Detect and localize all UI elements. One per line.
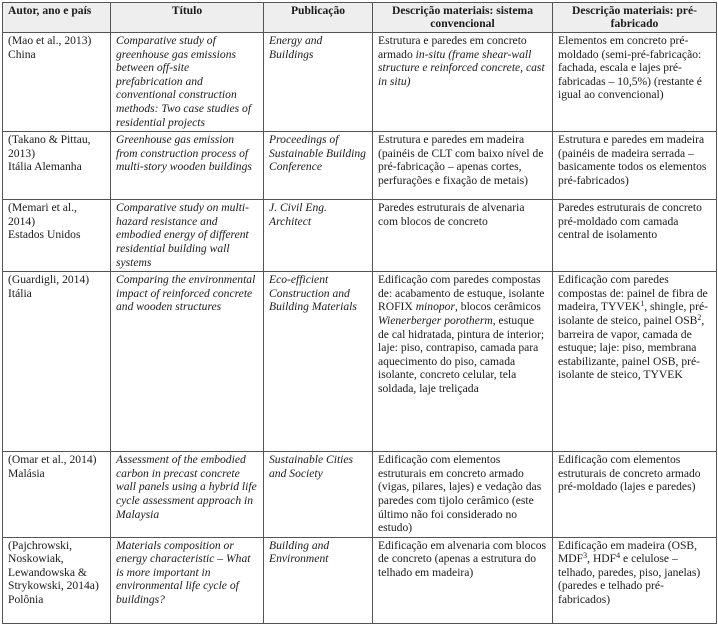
conventional-text: Edificação com paredes compostas de: acabamento de estuque, isolante ROFIX — [378, 273, 545, 314]
prefab-cell: Elementos em concreto pré-moldado (semi-pré-fabricação: fachada, escala e lajes pré-fabricadas – 10,5%) (restante é igual ao convencional) — [553, 33, 717, 132]
conventional-cell: Estrutura e paredes em madeira (painéis de CLT com baixo nível de pré-fabricação – apenas cortes, perfurações e fixação de metais) — [373, 132, 553, 200]
author-cell — [3, 272, 111, 452]
conventional-cell — [373, 272, 553, 452]
footnote-marker: 1 — [640, 299, 645, 309]
prefab-cell: Estrutura e paredes em madeira (painéis de madeira serrada –basicamente todos os elementos pré-fabricados) — [553, 132, 717, 200]
header-title: Título — [111, 3, 264, 33]
author-text: (Omar et al., 2014) — [8, 453, 97, 467]
title-cell: Comparing the environmental impact of reinforced concrete and wooden structures — [111, 272, 264, 452]
prefab-text: e celulose – telhado, paredes, piso, janelas) (paredes e telhado pré-fabricados) — [558, 552, 701, 607]
publication-cell: Eco-efficient Construction and Building Materials — [264, 272, 373, 452]
country-text: China — [8, 47, 36, 61]
header-author: Autor, ano e país — [3, 3, 111, 33]
author-cell — [3, 132, 111, 200]
country-text: Malásia — [8, 466, 45, 480]
table-row — [3, 272, 717, 452]
country-text: Itália Alemanha — [8, 160, 82, 174]
prefab-text: , shingle, pré-isolante de steico, painel OSB — [558, 300, 708, 327]
footnote-marker: 3 — [583, 551, 588, 561]
conventional-text: , blocos cerâmicos — [454, 300, 541, 314]
table-row — [3, 33, 717, 132]
conventional-text-italic: in-situ (frame shear-wall structure e reinforced concrete, cast in situ) — [378, 47, 545, 88]
header-publication: Publicação — [264, 3, 373, 33]
author-text: (Takano & Pittau, 2013) — [8, 133, 91, 160]
conventional-cell: Edificação em alvenaria com blocos de concreto (apenas a estrutura do telhado em madeira) — [373, 537, 553, 623]
header-row — [3, 3, 717, 33]
publication-cell: Proceedings of Sustainable Building Conference — [264, 132, 373, 200]
prefab-text: Edificação em madeira (OSB, MDF — [558, 538, 698, 566]
conventional-text-italic: Wienerberger porotherm — [378, 313, 493, 327]
author-cell — [3, 200, 111, 272]
conventional-text-italic: minopor — [415, 300, 455, 314]
country-text: Estados Unidos — [8, 228, 81, 242]
prefab-cell — [553, 537, 717, 623]
header-conventional: Descrição materiais: sistema convencional — [373, 3, 553, 33]
table-row — [3, 132, 717, 200]
publication-cell: Building and Environment — [264, 537, 373, 623]
author-text: (Guardigli, 2014) — [8, 273, 90, 287]
prefab-text: , HDF — [587, 552, 617, 566]
author-cell — [3, 33, 111, 132]
prefab-text: , barreira de vapor, camada de estuque; laje: piso, membrana estabilizante, painel OSB, pré-isolante de steico, TYVEK — [558, 313, 705, 382]
conventional-cell — [373, 33, 553, 132]
prefab-cell: Edificação com elementos estruturais de concreto armado pré-moldado (lajes e paredes) — [553, 452, 717, 538]
publication-cell: Sustainable Cities and Society — [264, 452, 373, 538]
author-text: (Pajchrowski, Noskowiak, Lewandowska & Strykowski, 2014a) — [8, 538, 99, 593]
title-cell: Comparative study of greenhouse gas emissions between off-site prefabrication and conventional construction methods: Two case studies of residential projects — [111, 33, 264, 132]
table-row — [3, 200, 717, 272]
conventional-cell: Edificação com elementos estruturais em concreto armado (vigas, pilares, lajes) e vedação das paredes com tijolo cerâmico (este último não foi considerado no estudo) — [373, 452, 553, 538]
author-text: (Mao et al., 2013) — [8, 34, 92, 47]
publication-cell: Energy and Buildings — [264, 33, 373, 132]
prefab-cell — [553, 272, 717, 452]
footnote-marker: 4 — [616, 551, 621, 561]
title-cell: Greenhouse gas emission from construction process of multi-story wooden buildings — [111, 132, 264, 200]
author-cell — [3, 537, 111, 623]
literature-table — [2, 2, 717, 624]
author-text: (Memari et al., 2014) — [8, 201, 77, 228]
table-row — [3, 452, 717, 538]
conventional-text: , estuque de cal hidratada, pintura de interior; laje: piso, contrapiso, camada para aquecimento do piso, camada isolante, concreto celular, tela soldada, laje treliçada — [378, 313, 545, 395]
publication-cell: J. Civil Eng. Architect — [264, 200, 373, 272]
title-cell: Materials composition or energy characteristic – What is more important in environmental life cycle of buildings? — [111, 537, 264, 623]
country-text: Polônia — [8, 593, 44, 607]
header-prefab: Descrição materiais: pré-fabricado — [553, 3, 717, 33]
title-cell: Assessment of the embodied carbon in precast concrete wall panels using a hybrid life cycle assessment approach in Malaysia — [111, 452, 264, 538]
conventional-text: Estrutura e paredes em concreto armado — [378, 34, 527, 61]
author-cell — [3, 452, 111, 538]
conventional-cell: Paredes estruturais de alvenaria com blocos de concreto — [373, 200, 553, 272]
table-row — [3, 537, 717, 623]
footnote-marker: 2 — [697, 312, 702, 322]
title-cell: Comparative study on multi-hazard resistance and embodied energy of different residential building wall systems — [111, 200, 264, 272]
prefab-cell: Paredes estruturais de concreto pré-moldado com camada central de isolamento — [553, 200, 717, 272]
country-text: Itália — [8, 286, 32, 300]
prefab-text: Edificação com paredes compostas de: painel de fibra de madeira, TYVEK — [558, 273, 708, 314]
